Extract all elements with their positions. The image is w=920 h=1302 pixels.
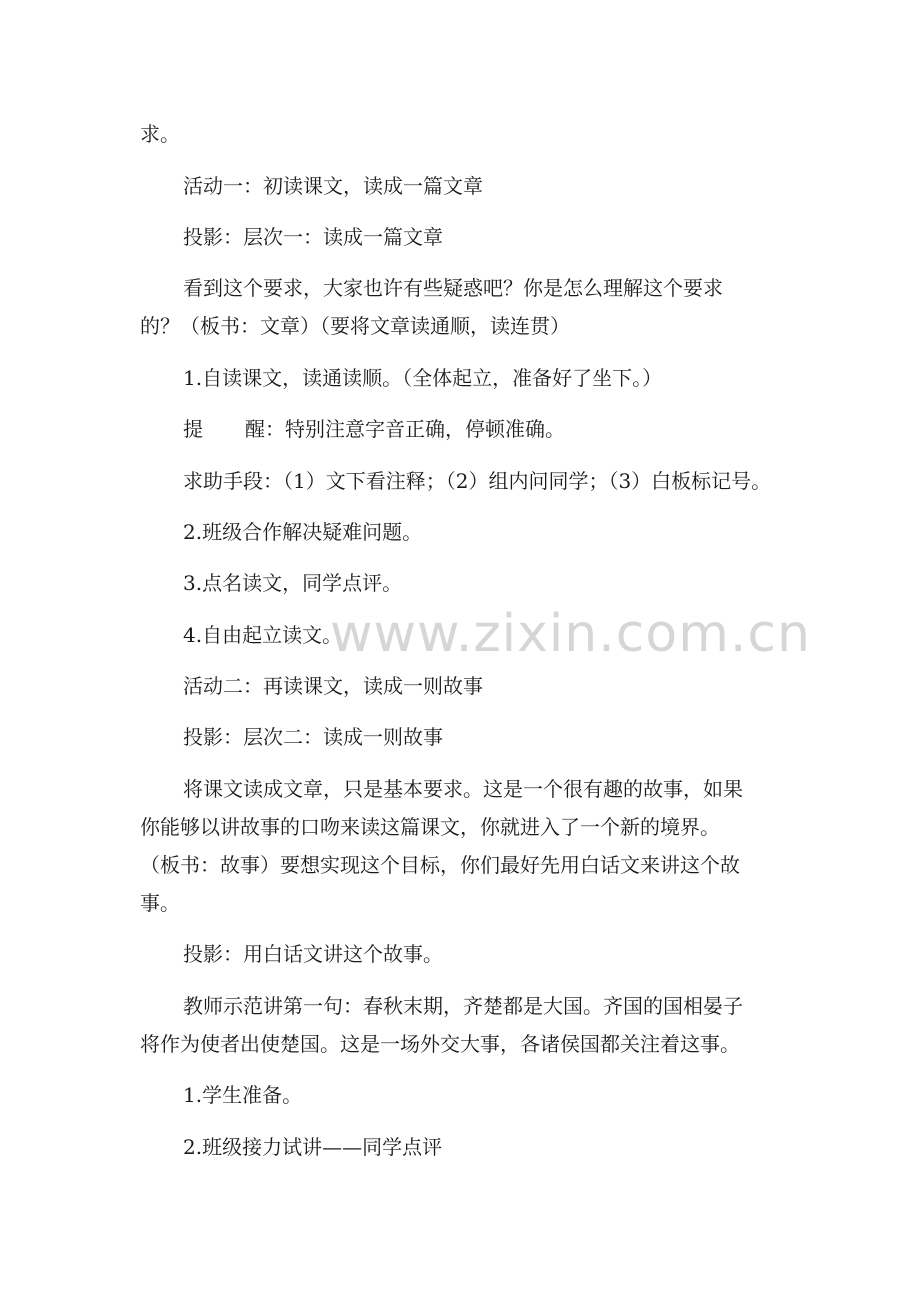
- paragraph: 1.自读课文，读通读顺。（全体起立，准备好了坐下。）: [183, 366, 663, 390]
- paragraph: 3.点名读文，同学点评。: [183, 571, 403, 595]
- tip-label: 提: [183, 417, 203, 441]
- paragraph: （板书：故事）要想实现这个目标，你们最好先用白话文来讲这个故: [140, 853, 740, 877]
- paragraph: [183, 413, 565, 445]
- paragraph: 2.班级接力试讲——同学点评: [183, 1135, 443, 1159]
- paragraph: 事。: [140, 891, 180, 915]
- paragraph: 看到这个要求，大家也许有些疑惑吧？你是怎么理解这个要求: [183, 276, 723, 300]
- paragraph: 将作为使者出使楚国。这是一场外交大事，各诸侯国都关注着这事。: [140, 1032, 740, 1056]
- paragraph: 投影：层次二：读成一则故事: [183, 725, 443, 749]
- paragraph: 你能够以讲故事的口吻来读这篇课文，你就进入了一个新的境界。: [140, 815, 720, 839]
- paragraph: 4.自由起立读文。: [183, 623, 343, 647]
- activity-heading: 活动二：再读课文，读成一则故事: [183, 674, 483, 698]
- paragraph: 教师示范讲第一句：春秋末期，齐楚都是大国。齐国的国相晏子: [183, 994, 743, 1018]
- paragraph: 将课文读成文章，只是基本要求。这是一个很有趣的故事，如果: [183, 777, 743, 801]
- activity-heading: 活动一：初读课文，读成一篇文章: [183, 174, 483, 198]
- paragraph: 求。: [140, 122, 180, 146]
- paragraph: 1.学生准备。: [183, 1083, 303, 1107]
- watermark: www.zixin.com.cn: [330, 604, 811, 664]
- paragraph: 投影：层次一：读成一篇文章: [183, 225, 443, 249]
- paragraph: 求助手段：（1）文下看注释；（2）组内问同学；（3）白板标记号。: [183, 469, 772, 493]
- tip-text: 醒：特别注意字音正确，停顿准确。: [245, 417, 565, 441]
- paragraph: 2.班级合作解决疑难问题。: [183, 520, 423, 544]
- paragraph: 投影：用白话文讲这个故事。: [183, 942, 443, 966]
- paragraph: 的？（板书：文章）（要将文章读通顺，读连贯）: [140, 314, 570, 338]
